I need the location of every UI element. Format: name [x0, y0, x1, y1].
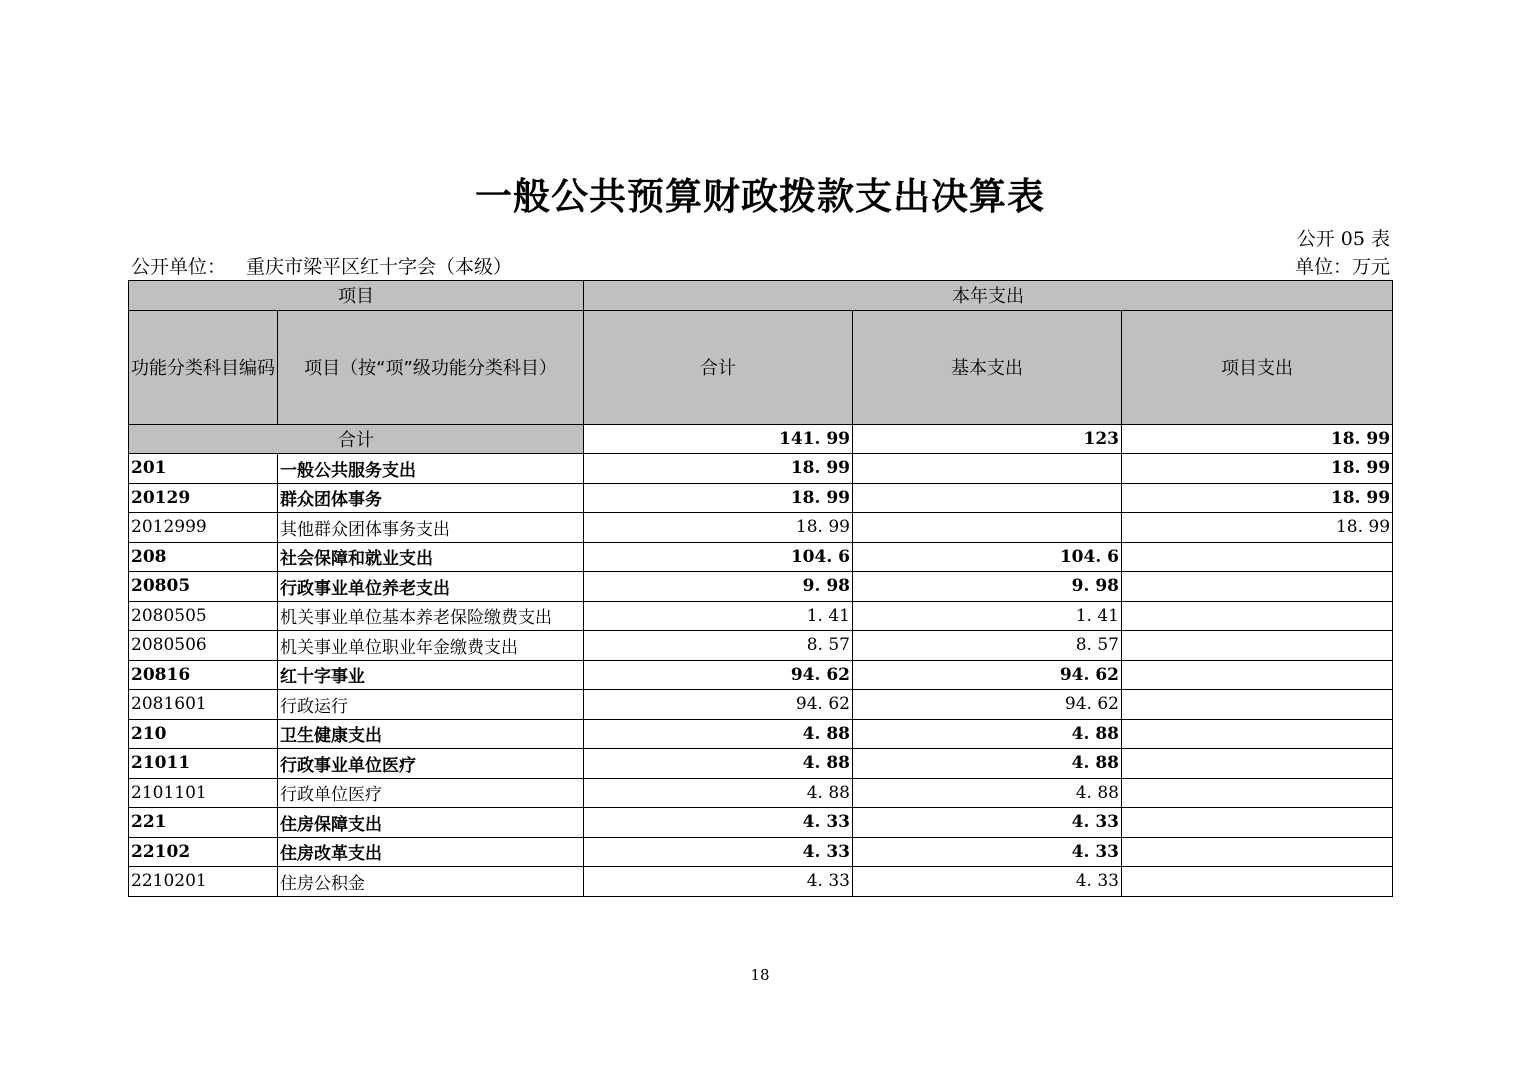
- row-name: 红十字事业: [278, 660, 584, 690]
- table-row: [129, 601, 1393, 631]
- row-project: [1122, 837, 1393, 867]
- total-label: 合计: [129, 424, 584, 454]
- page-number: 18: [750, 966, 770, 984]
- row-total: 18. 99: [584, 483, 853, 513]
- budget-table: [128, 280, 1393, 897]
- row-total: 4. 33: [584, 837, 853, 867]
- table-row: [129, 513, 1393, 543]
- row-basic: 4. 88: [853, 719, 1122, 749]
- row-total: 18. 99: [584, 513, 853, 543]
- row-total: 94. 62: [584, 690, 853, 720]
- page-title: 一般公共预算财政拨款支出决算表: [475, 175, 1045, 218]
- header-row-1: [129, 281, 1393, 311]
- row-code: 2080505: [129, 601, 278, 631]
- total-amount: 141. 99: [584, 424, 853, 454]
- row-name: 行政运行: [278, 690, 584, 720]
- row-total: 104. 6: [584, 542, 853, 572]
- table-row: [129, 483, 1393, 513]
- table-row: [129, 749, 1393, 779]
- header-function-code: 功能分类科目编码: [129, 310, 278, 424]
- row-total: 4. 88: [584, 749, 853, 779]
- row-total: 9. 98: [584, 572, 853, 602]
- row-basic: [853, 454, 1122, 484]
- header-year-expenditure: 本年支出: [584, 281, 1393, 311]
- row-basic: 1. 41: [853, 601, 1122, 631]
- row-code: 2101101: [129, 778, 278, 808]
- row-name: 机关事业单位职业年金缴费支出: [278, 631, 584, 661]
- row-basic: 4. 33: [853, 808, 1122, 838]
- row-code: 21011: [129, 749, 278, 779]
- reporting-unit: [131, 252, 512, 279]
- total-project: 18. 99: [1122, 424, 1393, 454]
- row-name: 行政事业单位养老支出: [278, 572, 584, 602]
- row-project: [1122, 778, 1393, 808]
- row-basic: 4. 88: [853, 778, 1122, 808]
- header-project: 项目支出: [1122, 310, 1393, 424]
- header-item-name: 项目（按“项”级功能分类科目）: [278, 310, 584, 424]
- table-row: [129, 719, 1393, 749]
- row-name: 住房保障支出: [278, 808, 584, 838]
- row-name: 住房公积金: [278, 867, 584, 897]
- row-basic: 9. 98: [853, 572, 1122, 602]
- row-code: 201: [129, 454, 278, 484]
- table-row: [129, 778, 1393, 808]
- row-project: [1122, 749, 1393, 779]
- row-total: 4. 88: [584, 719, 853, 749]
- form-number: 公开 05 表: [1296, 228, 1390, 250]
- currency-unit: 单位：万元: [1294, 256, 1390, 278]
- table-row: [129, 454, 1393, 484]
- row-basic: 8. 57: [853, 631, 1122, 661]
- row-code: 20805: [129, 572, 278, 602]
- header-item: 项目: [129, 281, 584, 311]
- row-basic: [853, 513, 1122, 543]
- unit-info-row: [131, 252, 1390, 279]
- row-basic: 94. 62: [853, 660, 1122, 690]
- table-row: [129, 808, 1393, 838]
- row-project: [1122, 867, 1393, 897]
- row-basic: 4. 33: [853, 837, 1122, 867]
- row-total: 4. 33: [584, 808, 853, 838]
- row-project: 18. 99: [1122, 513, 1393, 543]
- row-project: [1122, 572, 1393, 602]
- row-total: 94. 62: [584, 660, 853, 690]
- table-row: [129, 572, 1393, 602]
- row-project: [1122, 808, 1393, 838]
- table-row: [129, 690, 1393, 720]
- row-code: 2012999: [129, 513, 278, 543]
- table-row: [129, 660, 1393, 690]
- header-row-2: [129, 310, 1393, 424]
- row-code: 20816: [129, 660, 278, 690]
- row-name: 其他群众团体事务支出: [278, 513, 584, 543]
- row-name: 一般公共服务支出: [278, 454, 584, 484]
- reporting-unit-name: 重庆市梁平区红十字会（本级）: [246, 256, 513, 278]
- row-name: 社会保障和就业支出: [278, 542, 584, 572]
- row-code: 2210201: [129, 867, 278, 897]
- row-code: 208: [129, 542, 278, 572]
- total-row: [129, 424, 1393, 454]
- row-name: 卫生健康支出: [278, 719, 584, 749]
- row-name: 行政事业单位医疗: [278, 749, 584, 779]
- row-total: 8. 57: [584, 631, 853, 661]
- table-row: [129, 867, 1393, 897]
- row-total: 18. 99: [584, 454, 853, 484]
- row-project: [1122, 542, 1393, 572]
- row-name: 群众团体事务: [278, 483, 584, 513]
- row-project: [1122, 690, 1393, 720]
- row-project: [1122, 719, 1393, 749]
- row-code: 2081601: [129, 690, 278, 720]
- reporting-unit-label: 公开单位：: [131, 256, 227, 278]
- row-total: 4. 33: [584, 867, 853, 897]
- row-name: 行政单位医疗: [278, 778, 584, 808]
- row-code: 20129: [129, 483, 278, 513]
- row-basic: 4. 88: [853, 749, 1122, 779]
- row-total: 1. 41: [584, 601, 853, 631]
- row-name: 机关事业单位基本养老保险缴费支出: [278, 601, 584, 631]
- row-project: [1122, 601, 1393, 631]
- header-total: 合计: [584, 310, 853, 424]
- row-project: 18. 99: [1122, 454, 1393, 484]
- row-basic: 94. 62: [853, 690, 1122, 720]
- table-row: [129, 542, 1393, 572]
- total-basic: 123: [853, 424, 1122, 454]
- row-project: [1122, 660, 1393, 690]
- row-basic: 4. 33: [853, 867, 1122, 897]
- row-project: [1122, 631, 1393, 661]
- row-basic: 104. 6: [853, 542, 1122, 572]
- row-basic: [853, 483, 1122, 513]
- row-code: 221: [129, 808, 278, 838]
- header-basic: 基本支出: [853, 310, 1122, 424]
- row-code: 22102: [129, 837, 278, 867]
- row-total: 4. 88: [584, 778, 853, 808]
- row-code: 210: [129, 719, 278, 749]
- table-row: [129, 837, 1393, 867]
- row-name: 住房改革支出: [278, 837, 584, 867]
- row-code: 2080506: [129, 631, 278, 661]
- table-row: [129, 631, 1393, 661]
- row-project: 18. 99: [1122, 483, 1393, 513]
